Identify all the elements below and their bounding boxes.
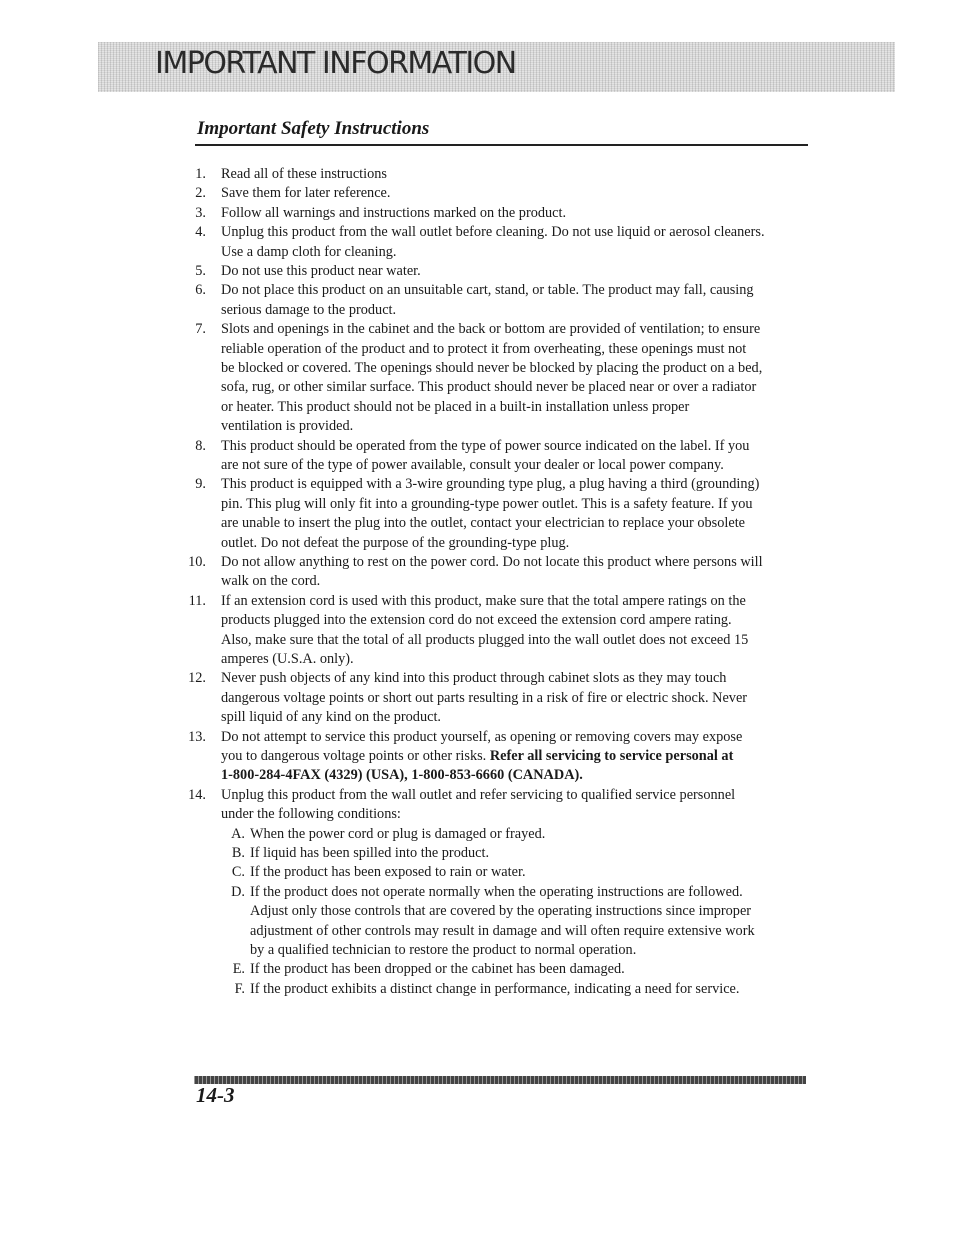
condition-letter: E.	[232, 961, 245, 978]
list-item-text: Do not place this product on an unsuitable cart, stand, or table. The product may fall, causing	[221, 282, 754, 299]
list-item-text: or heater. This product should not be placed in a built-in installation unless proper	[221, 398, 690, 415]
section-title: Important Safety Instructions	[197, 118, 430, 139]
condition-text: If the product has been exposed to rain or water.	[250, 864, 526, 881]
list-item-text: Follow all warnings and instructions marked on the product.	[221, 204, 567, 221]
list-item-text: Slots and openings in the cabinet and the back or bottom are provided of ventilation; to ensure	[221, 321, 761, 338]
list-item-text: be blocked or covered. The openings should never be blocked by placing the product on a bed,	[221, 360, 763, 376]
list-item-text: This product is equipped with a 3-wire grounding type plug, a plug having a third (grounding)	[221, 476, 760, 493]
condition-letter: D.	[231, 883, 245, 900]
list-item-number: 10.	[188, 554, 206, 570]
condition-text: If the product exhibits a distinct change in performance, indicating a need for service.	[250, 980, 740, 997]
list-item-text: products plugged into the extension cord do not exceed the extension cord ampere rating.	[221, 612, 732, 629]
list-item-number: 9.	[195, 476, 206, 493]
list-item-text: Do not allow anything to rest on the power cord. Do not locate this product where persons will	[221, 554, 763, 570]
page-number: 14-3	[196, 1083, 235, 1107]
condition-text: When the power cord or plug is damaged or frayed.	[250, 825, 546, 842]
list-item-text: Save them for later reference.	[221, 185, 391, 202]
list-item-text: dangerous voltage points or short out parts resulting in a risk of fire or electric shock. Never	[221, 689, 748, 706]
condition-text: If liquid has been spilled into the product.	[250, 845, 490, 861]
condition-text: adjustment of other controls may result in damage and will often require extensive work	[250, 922, 755, 939]
condition-text: by a qualified technician to restore the product to normal operation.	[250, 942, 637, 958]
list-item-text: If an extension cord is used with this product, make sure that the total ampere ratings on the	[221, 592, 746, 609]
list-item-number: 4.	[195, 224, 206, 241]
list-item-number: 14.	[188, 786, 206, 803]
header-banner	[98, 42, 895, 92]
list-item-text: Also, make sure that the total of all products plugged into the wall outlet does not exceed 15	[221, 631, 749, 648]
condition-letter: A.	[231, 825, 245, 842]
list-item-text: Unplug this product from the wall outlet before cleaning. Do not use liquid or aerosol cleaners.	[221, 224, 765, 241]
list-item-text: Do not attempt to service this product yourself, as opening or removing covers may expose	[221, 728, 743, 745]
list-item-text: walk on the cord.	[221, 573, 321, 590]
list-item-number: 1.	[195, 166, 206, 182]
list-item-text: Use a damp cloth for cleaning.	[221, 243, 397, 260]
list-item-number: 7.	[195, 321, 206, 338]
list-item-text: Read all of these instructions	[221, 166, 387, 182]
list-item-text: Do not use this product near water.	[221, 263, 421, 279]
list-item-text: ventilation is provided.	[221, 418, 354, 435]
list-item-text: sofa, rug, or other similar surface. This product should never be placed near or over a radiator	[221, 379, 757, 396]
condition-letter: F.	[234, 980, 245, 997]
list-item-text: are unable to insert the plug into the outlet, contact your electrician to replace your obsolete	[221, 515, 746, 532]
list-item-number: 2.	[195, 185, 206, 202]
banner-title: IMPORTANT INFORMATION	[155, 46, 516, 81]
list-item-text: pin. This plug will only fit into a grounding-type power outlet. This is a safety feature. If you	[221, 495, 753, 512]
list-item-text-plain: you to dangerous voltage points or other risks.	[221, 748, 490, 764]
list-item-text: under the following conditions:	[221, 806, 401, 823]
list-item-text: outlet. Do not defeat the purpose of the grounding-type plug.	[221, 534, 570, 551]
list-item-text-bold: Refer all servicing to service personal at	[489, 748, 734, 764]
list-item-number: 11.	[188, 592, 206, 609]
condition-text: If the product does not operate normally when the operating instructions are followed.	[250, 883, 743, 900]
list-item-number: 12.	[188, 670, 206, 687]
support-phone-numbers: 1-800-284-4FAX (4329) (USA), 1-800-853-6660 (CANADA).	[221, 767, 583, 784]
list-item-number: 8.	[195, 437, 206, 454]
list-item-text	[221, 747, 733, 765]
list-item-text: amperes (U.S.A. only).	[221, 651, 354, 667]
list-item-text: serious damage to the product.	[221, 301, 397, 318]
list-item-text: Unplug this product from the wall outlet and refer servicing to qualified service personnel	[221, 786, 736, 803]
list-item-number: 3.	[195, 204, 206, 221]
list-item-text: spill liquid of any kind on the product.	[221, 709, 441, 726]
list-item-text: This product should be operated from the type of power source indicated on the label. If you	[221, 437, 750, 454]
condition-text: Adjust only those controls that are covered by the operating instructions since improper	[250, 903, 752, 920]
list-item-number: 6.	[195, 282, 206, 299]
list-item-text: reliable operation of the product and to protect it from overheating, these openings must not	[221, 340, 747, 357]
title-underline	[195, 144, 808, 146]
list-item-text: Never push objects of any kind into this product through cabinet slots as they may touch	[221, 670, 727, 687]
footer-rule	[194, 1076, 806, 1084]
list-item-text: are not sure of the type of power available, consult your dealer or local power company.	[221, 457, 724, 473]
condition-letter: C.	[231, 864, 245, 881]
condition-letter: B.	[231, 845, 245, 861]
condition-text: If the product has been dropped or the cabinet has been damaged.	[250, 961, 625, 978]
list-item-number: 5.	[195, 263, 206, 279]
list-item-number: 13.	[188, 728, 206, 745]
